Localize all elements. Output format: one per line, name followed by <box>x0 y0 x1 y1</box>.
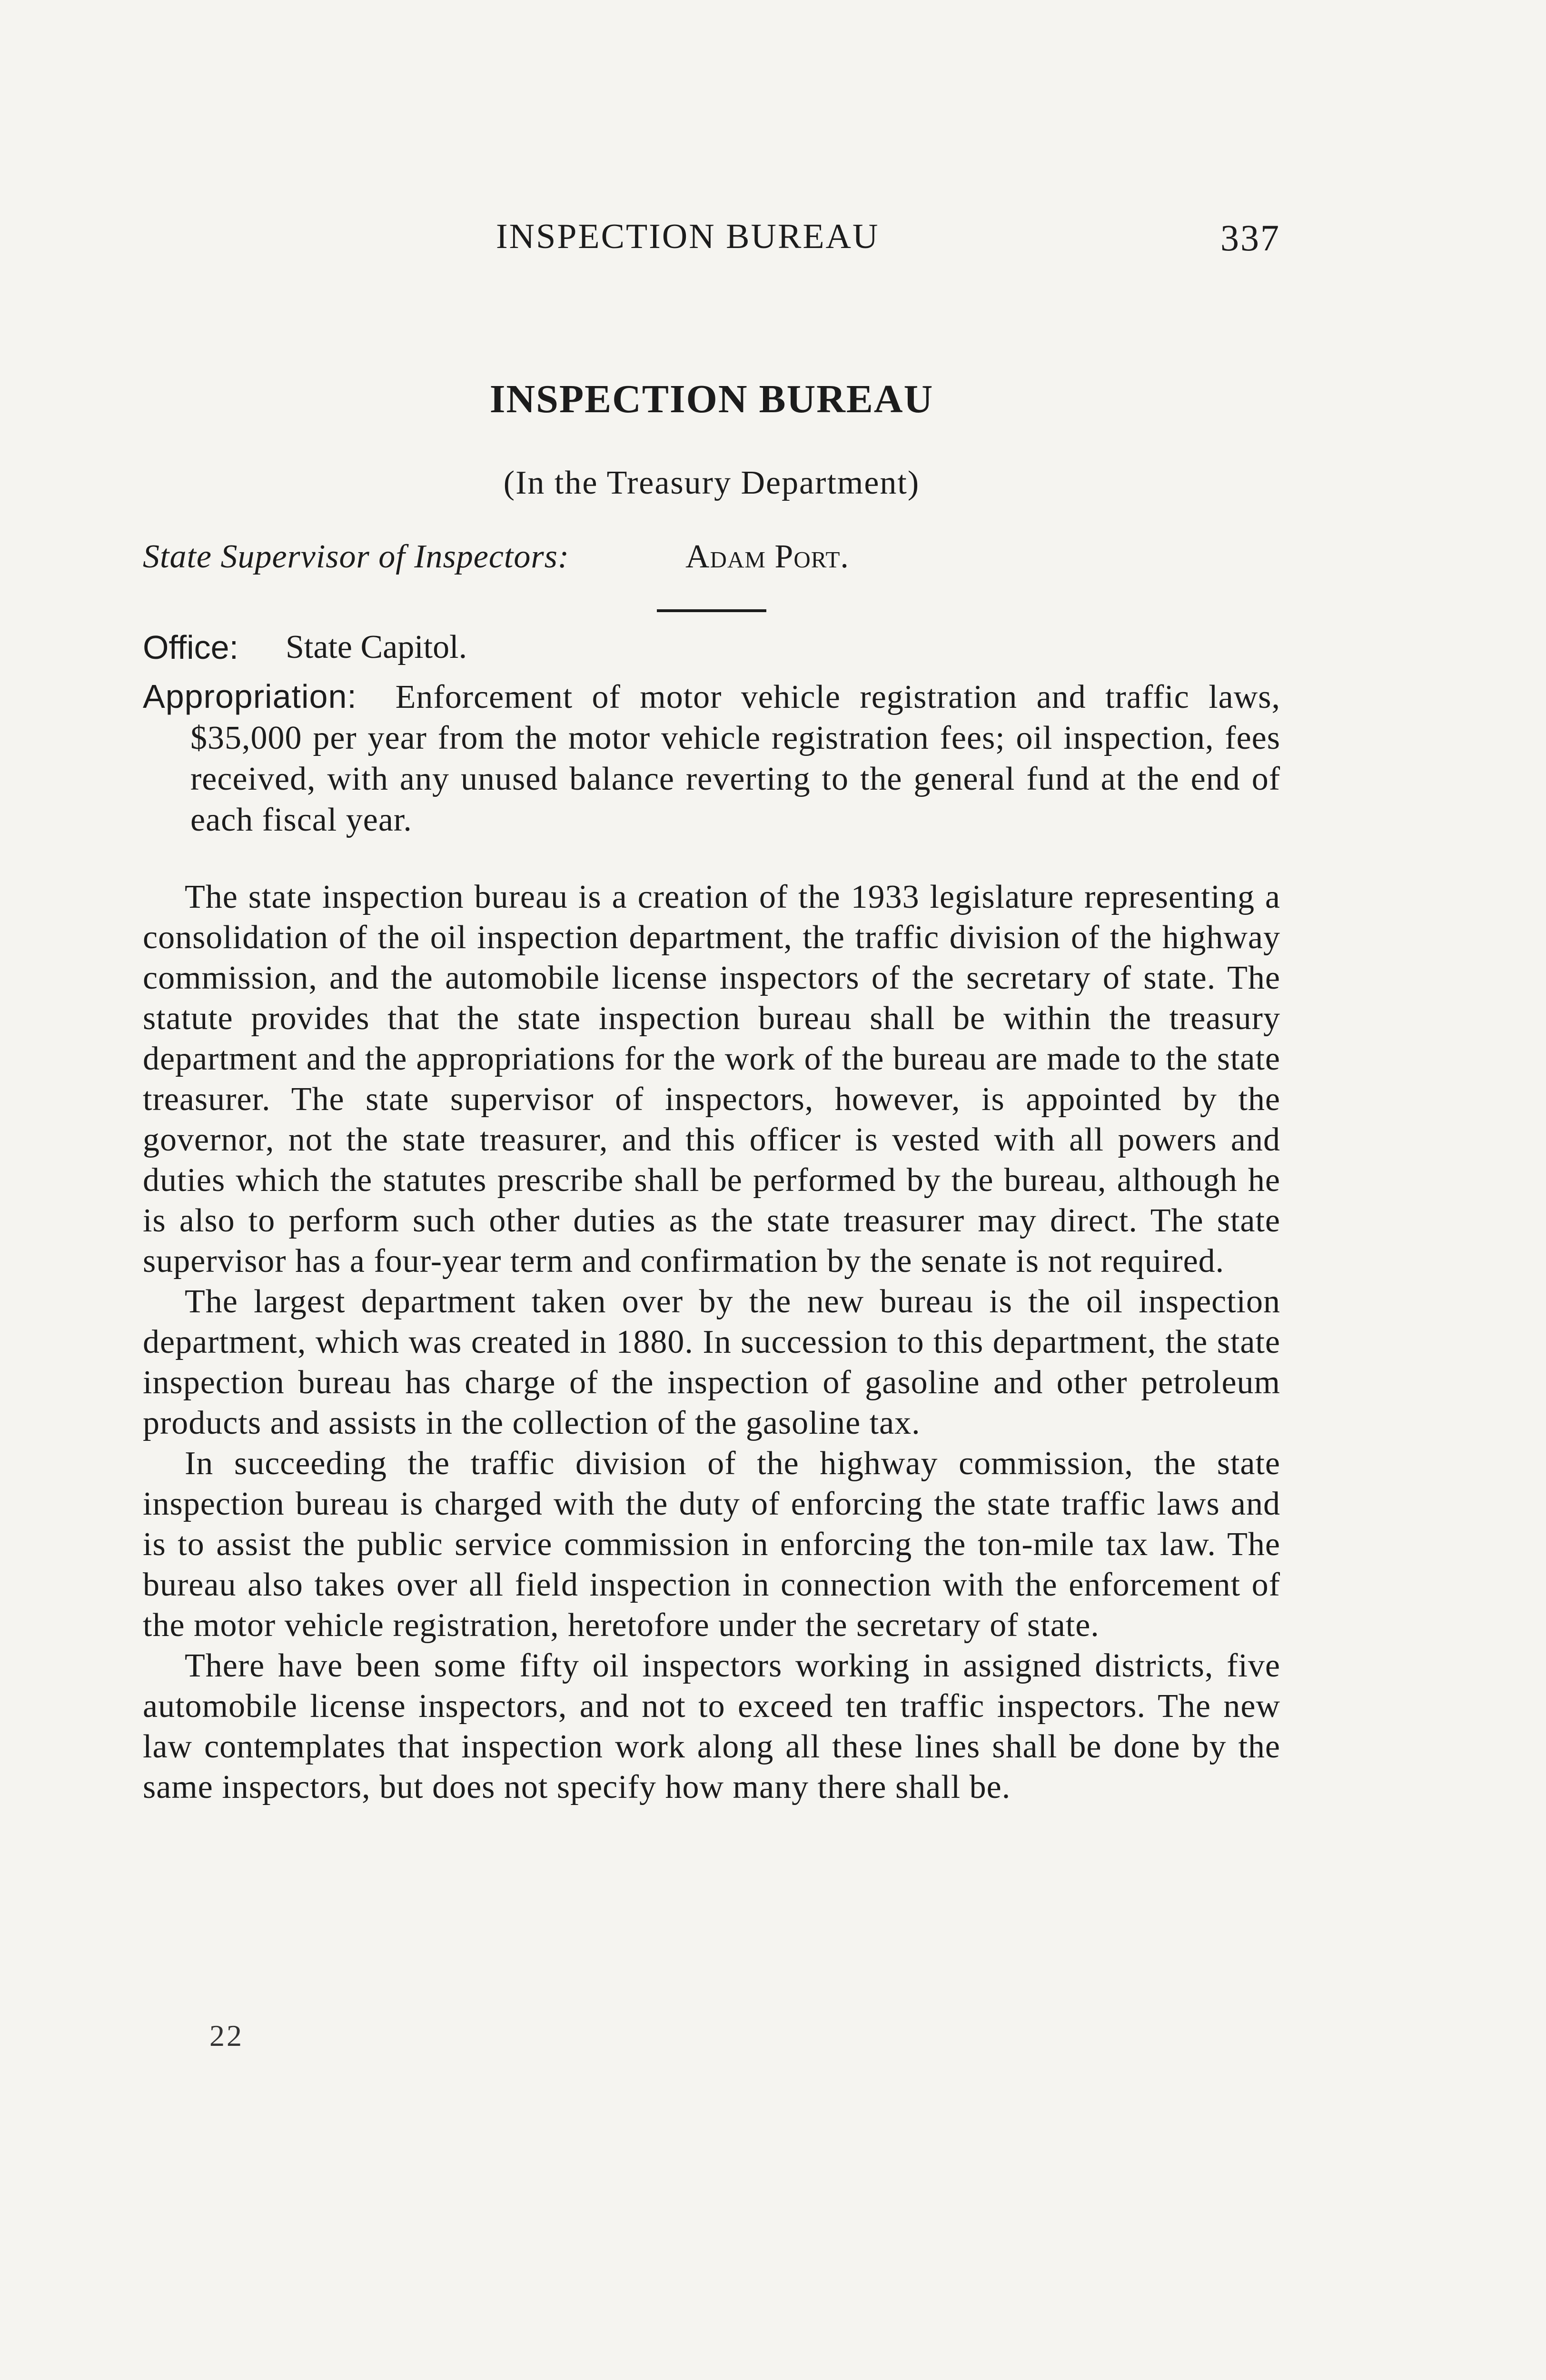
office-label: Office: <box>143 629 239 666</box>
section-title: INSPECTION BUREAU <box>489 377 934 421</box>
office-value: State Capitol. <box>286 629 467 665</box>
section-subtitle: (In the Treasury Department) <box>503 465 920 501</box>
signature-mark: 22 <box>209 2019 244 2053</box>
running-head <box>143 217 1280 269</box>
divider-rule <box>657 609 766 612</box>
page-number: 337 <box>1220 217 1280 258</box>
supervisor-name: Adam Port. <box>685 538 849 575</box>
appropriation-text: Enforcement of motor vehicle registration and traffic laws, $35,000 per year from the motor vehicle registration fees; oil inspection, fees received, with any unused balance reverting to the general fund at the end of each fiscal year. <box>190 679 1281 838</box>
supervisor-line <box>143 538 849 576</box>
body-text <box>143 877 1280 1807</box>
paragraph-2: The largest department taken over by the new bureau is the oil inspection department, which was created in 1880. In succession to this department, the state inspection bureau has charge of the inspection of gasoline and other petroleum products and assists in the collection of the gasoline tax. <box>143 1283 1280 1441</box>
appropriation-label: Appropriation: <box>143 678 357 715</box>
appropriation-block <box>143 676 1280 841</box>
running-head-title: INSPECTION BUREAU <box>496 217 880 256</box>
office-line <box>143 628 467 666</box>
paragraph-1: The state inspection bureau is a creation of the 1933 legislature representing a consolidation of the oil inspection department, the traffic division of the highway commission, and the automobile license inspectors of the secretary of state. The statute provides that the state inspection bureau shall be within the treasury department and the appropriations for the work of the bureau are made to the state treasurer. The state supervisor of inspectors, however, is appointed by the governor, not the state treasurer, and this officer is vested with all powers and duties which the statutes prescribe shall be performed by the bureau, although he is also to perform such other duties as the state treasurer may direct. The state supervisor has a four-year term and confirmation by the senate is not required. <box>143 879 1280 1279</box>
supervisor-label: State Supervisor of Inspectors: <box>143 538 570 575</box>
paragraph-4: There have been some fifty oil inspectors working in assigned districts, five automobile license inspectors, and not to exceed ten traffic inspectors. The new law contemplates that inspection work along all these lines shall be done by the same inspectors, but does not specify how many there shall be. <box>143 1647 1280 1805</box>
paragraph-3: In succeeding the traffic division of the highway commission, the state inspection bureau is charged with the duty of enforcing the state traffic laws and is to assist the public service commission in enforcing the ton-mile tax law. The bureau also takes over all field inspection in connection with the enforcement of the motor vehicle registration, heretofore under the secretary of state. <box>143 1445 1280 1644</box>
